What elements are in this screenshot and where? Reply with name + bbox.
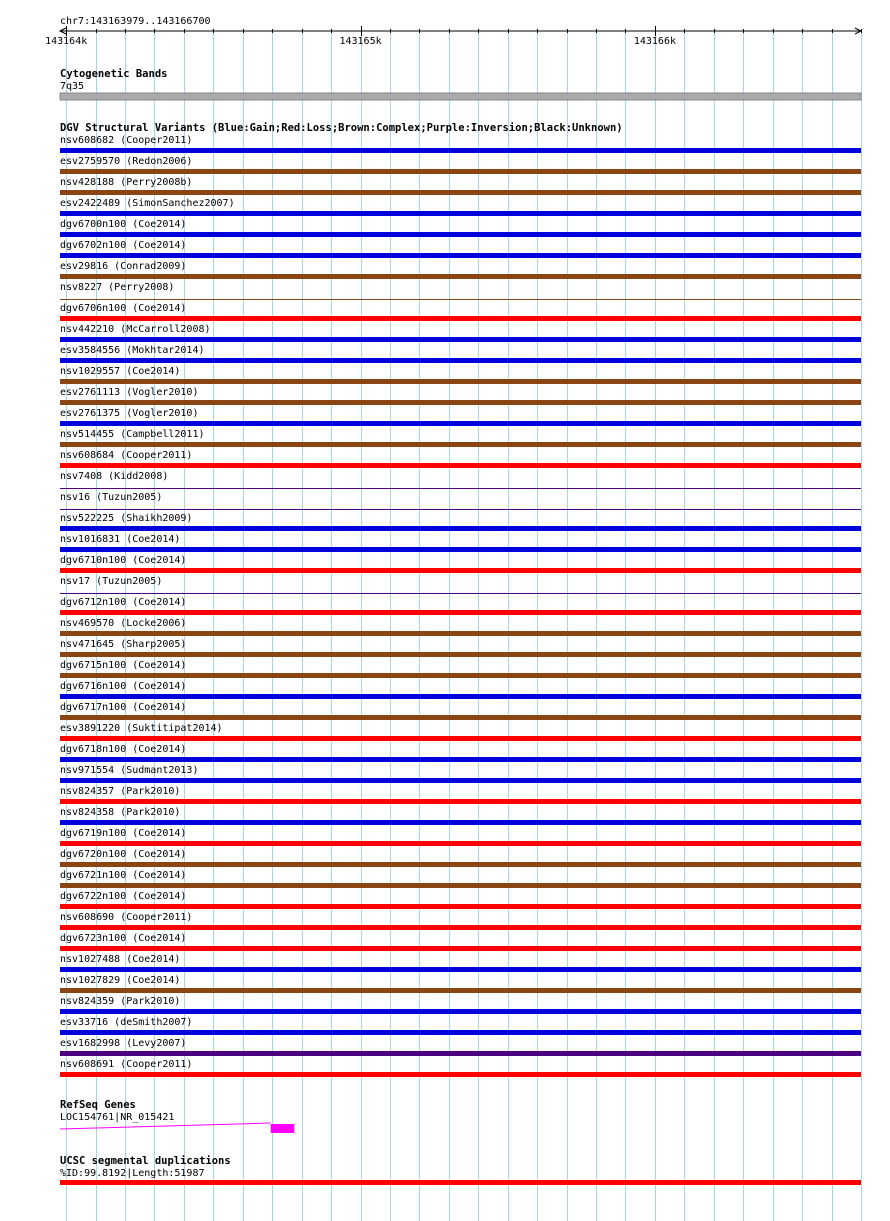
dgv-variant-row[interactable]: [60, 198, 861, 216]
dgv-variant-label: esv2761113 (Vogler2010): [60, 387, 199, 398]
dgv-variant-bar[interactable]: [60, 652, 861, 657]
dgv-variant-bar[interactable]: [60, 862, 861, 867]
dgv-variant-bar[interactable]: [60, 316, 861, 321]
dgv-variant-row[interactable]: [60, 135, 861, 153]
dgv-variant-row[interactable]: [60, 870, 861, 888]
dgv-variant-row[interactable]: [60, 1059, 861, 1077]
dgv-variant-row[interactable]: [60, 639, 861, 657]
dgv-variant-row[interactable]: [60, 954, 861, 972]
dgv-variant-row[interactable]: [60, 849, 861, 867]
dgv-variant-row[interactable]: [60, 933, 861, 951]
dgv-variant-label: dgv6723n100 (Coe2014): [60, 933, 187, 944]
dgv-variant-label: nsv1016831 (Coe2014): [60, 534, 181, 545]
dgv-variant-label: esv1682998 (Levy2007): [60, 1038, 187, 1049]
segdup-track: [60, 1155, 861, 1185]
dgv-variant-bar[interactable]: [60, 988, 861, 993]
dgv-variant-row[interactable]: [60, 366, 861, 384]
dgv-variant-label: nsv469570 (Locke2006): [60, 618, 187, 629]
dgv-variant-bar[interactable]: [60, 190, 861, 195]
dgv-variant-bar[interactable]: [60, 841, 861, 846]
dgv-variant-label: nsv608690 (Cooper2011): [60, 912, 193, 923]
dgv-variant-label: esv3891220 (Suktitipat2014): [60, 723, 223, 734]
dgv-variant-row[interactable]: [60, 702, 861, 720]
dgv-variant-bar[interactable]: [60, 1051, 861, 1056]
dgv-variant-label: nsv971554 (Sudmant2013): [60, 765, 199, 776]
cytoband-track: [60, 68, 861, 100]
dgv-variant-row[interactable]: [60, 513, 861, 531]
dgv-variant-label: dgv6702n100 (Coe2014): [60, 240, 187, 251]
cytoband-label: 7q35: [60, 81, 85, 92]
dgv-variant-label: nsv428188 (Perry2008b): [60, 177, 193, 188]
ruler: [45, 16, 861, 47]
dgv-variant-bar[interactable]: [60, 967, 861, 972]
dgv-variant-row[interactable]: [60, 618, 861, 636]
dgv-variant-label: nsv17 (Tuzun2005): [60, 576, 163, 587]
dgv-variant-bar[interactable]: [60, 799, 861, 804]
dgv-variant-bar[interactable]: [60, 883, 861, 888]
dgv-variant-bar[interactable]: [60, 526, 861, 531]
dgv-variant-label: esv2422489 (SimonSanchez2007): [60, 198, 235, 209]
dgv-variant-bar[interactable]: [60, 253, 861, 258]
dgv-variant-bar[interactable]: [60, 946, 861, 951]
dgv-variant-bar[interactable]: [60, 757, 861, 762]
dgv-variant-label: nsv824357 (Park2010): [60, 786, 181, 797]
dgv-variant-row[interactable]: [60, 765, 861, 783]
gene-exon-block[interactable]: [271, 1124, 295, 1133]
dgv-variant-bar[interactable]: [60, 820, 861, 825]
dgv-variant-label: nsv1027829 (Coe2014): [60, 975, 181, 986]
dgv-variant-row[interactable]: [60, 303, 861, 321]
dgv-variant-label: dgv6710n100 (Coe2014): [60, 555, 187, 566]
dgv-variant-bar[interactable]: [60, 211, 861, 216]
dgv-variant-row[interactable]: [60, 786, 861, 804]
dgv-variant-bar[interactable]: [60, 509, 861, 510]
dgv-variant-label: dgv6715n100 (Coe2014): [60, 660, 187, 671]
ruler-tick-label: 143164k: [45, 36, 88, 47]
dgv-variant-row[interactable]: [60, 387, 861, 405]
dgv-variant-label: dgv6706n100 (Coe2014): [60, 303, 187, 314]
locus-label: chr7:143163979..143166700: [60, 16, 211, 27]
dgv-variant-row[interactable]: [60, 996, 861, 1014]
segdup-bar[interactable]: [60, 1180, 861, 1185]
dgv-variant-bar[interactable]: [60, 488, 861, 489]
dgv-variant-label: nsv8227 (Perry2008): [60, 282, 175, 293]
dgv-variant-bar[interactable]: [60, 442, 861, 447]
dgv-variant-bar[interactable]: [60, 274, 861, 279]
dgv-variant-label: dgv6717n100 (Coe2014): [60, 702, 187, 713]
dgv-variant-label: esv2759570 (Redon2006): [60, 156, 193, 167]
dgv-variant-row[interactable]: [60, 219, 861, 237]
dgv-variant-row[interactable]: [60, 807, 861, 825]
dgv-variant-label: nsv824359 (Park2010): [60, 996, 181, 1007]
dgv-variant-label: esv3584556 (Mokhtar2014): [60, 345, 205, 356]
dgv-variant-bar[interactable]: [60, 593, 861, 594]
dgv-variant-label: nsv1029557 (Coe2014): [60, 366, 181, 377]
dgv-variant-row[interactable]: [60, 576, 861, 594]
dgv-variant-bar[interactable]: [60, 694, 861, 699]
dgv-variant-bar[interactable]: [60, 463, 861, 468]
dgv-variant-label: nsv522225 (Shaikh2009): [60, 513, 193, 524]
dgv-variant-bar[interactable]: [60, 358, 861, 363]
dgv-variant-label: nsv608684 (Cooper2011): [60, 450, 193, 461]
dgv-variant-row[interactable]: [60, 324, 861, 342]
dgv-variant-row[interactable]: [60, 429, 861, 447]
gene-intron-line[interactable]: [60, 1123, 271, 1129]
dgv-variant-bar[interactable]: [60, 904, 861, 909]
dgv-variant-label: nsv824358 (Park2010): [60, 807, 181, 818]
dgv-variant-label: nsv16 (Tuzun2005): [60, 492, 163, 503]
dgv-variant-bar[interactable]: [60, 1009, 861, 1014]
dgv-variant-label: nsv608691 (Cooper2011): [60, 1059, 193, 1070]
ruler-tick-label: 143165k: [339, 36, 382, 47]
dgv-variant-row[interactable]: [60, 408, 861, 426]
dgv-variant-bar[interactable]: [60, 925, 861, 930]
segdup-track-title: UCSC segmental duplications: [60, 1155, 231, 1167]
dgv-variant-row[interactable]: [60, 660, 861, 678]
dgv-variant-row[interactable]: [60, 156, 861, 174]
dgv-variant-row[interactable]: [60, 450, 861, 468]
dgv-variant-label: nsv608682 (Cooper2011): [60, 135, 193, 146]
dgv-variant-bar[interactable]: [60, 1072, 861, 1077]
dgv-variant-label: nsv471645 (Sharp2005): [60, 639, 187, 650]
dgv-variant-bar[interactable]: [60, 337, 861, 342]
dgv-variant-row[interactable]: [60, 828, 861, 846]
dgv-variant-label: esv33716 (deSmith2007): [60, 1017, 193, 1028]
dgv-variant-row[interactable]: [60, 345, 861, 363]
dgv-variant-row[interactable]: [60, 261, 861, 279]
ruler-tick-label: 143166k: [633, 36, 677, 47]
dgv-variant-bar[interactable]: [60, 736, 861, 741]
segdup-label: %ID:99.8192|Length:51987: [60, 1168, 205, 1179]
dgv-variant-rows: [60, 135, 861, 1077]
dgv-variant-row[interactable]: [60, 492, 861, 510]
dgv-variant-bar[interactable]: [60, 631, 861, 636]
dgv-variant-bar[interactable]: [60, 673, 861, 678]
dgv-variant-label: dgv6722n100 (Coe2014): [60, 891, 187, 902]
dgv-variant-label: dgv6719n100 (Coe2014): [60, 828, 187, 839]
dgv-variant-label: nsv7408 (Kidd2008): [60, 471, 169, 482]
refseq-track-title: RefSeq Genes: [60, 1099, 136, 1111]
dgv-variant-row[interactable]: [60, 723, 861, 741]
dgv-variant-bar[interactable]: [60, 400, 861, 405]
gene-label: LOC154761|NR_015421: [60, 1112, 175, 1123]
dgv-variant-row[interactable]: [60, 912, 861, 930]
dgv-variant-label: esv29816 (Conrad2009): [60, 261, 187, 272]
dgv-variant-row[interactable]: [60, 534, 861, 552]
dgv-variant-label: dgv6721n100 (Coe2014): [60, 870, 187, 881]
dgv-variant-label: dgv6718n100 (Coe2014): [60, 744, 187, 755]
dgv-variant-row[interactable]: [60, 744, 861, 762]
dgv-variant-bar[interactable]: [60, 379, 861, 384]
dgv-variant-bar[interactable]: [60, 421, 861, 426]
dgv-variant-bar[interactable]: [60, 169, 861, 174]
refseq-track: [60, 1099, 294, 1133]
dgv-variant-bar[interactable]: [60, 715, 861, 720]
cytoband-bar[interactable]: [60, 93, 861, 100]
dgv-variant-label: esv2761375 (Vogler2010): [60, 408, 199, 419]
dgv-variant-row[interactable]: [60, 891, 861, 909]
dgv-variant-row[interactable]: [60, 1038, 861, 1056]
dgv-variant-label: nsv514455 (Campbell2011): [60, 429, 205, 440]
dgv-variant-row[interactable]: [60, 177, 861, 195]
dgv-variant-row[interactable]: [60, 471, 861, 489]
ruler-ticks: [45, 26, 861, 47]
dgv-variant-bar[interactable]: [60, 547, 861, 552]
dgv-variant-label: dgv6700n100 (Coe2014): [60, 219, 187, 230]
dgv-variant-row[interactable]: [60, 282, 861, 300]
dgv-variant-row[interactable]: [60, 240, 861, 258]
dgv-variant-label: dgv6720n100 (Coe2014): [60, 849, 187, 860]
dgv-variant-row[interactable]: [60, 975, 861, 993]
cytoband-track-title: Cytogenetic Bands: [60, 68, 168, 80]
dgv-variant-label: nsv1027488 (Coe2014): [60, 954, 181, 965]
dgv-variant-bar[interactable]: [60, 1030, 861, 1035]
dgv-variant-label: nsv442210 (McCarroll2008): [60, 324, 211, 335]
dgv-variant-label: dgv6712n100 (Coe2014): [60, 597, 187, 608]
dgv-variant-label: dgv6716n100 (Coe2014): [60, 681, 187, 692]
dgv-variant-bar[interactable]: [60, 610, 861, 615]
dgv-variant-bar[interactable]: [60, 778, 861, 783]
dgv-variant-row[interactable]: [60, 1017, 861, 1035]
dgv-variant-row[interactable]: [60, 555, 861, 573]
dgv-track: [60, 122, 861, 1077]
dgv-variant-bar[interactable]: [60, 568, 861, 573]
dgv-variant-row[interactable]: [60, 681, 861, 699]
dgv-track-title: DGV Structural Variants (Blue:Gain;Red:Loss;Brown:Complex;Purple:Inversion;Black:Unknown): [60, 122, 623, 134]
dgv-variant-bar[interactable]: [60, 299, 861, 300]
dgv-variant-bar[interactable]: [60, 232, 861, 237]
dgv-variant-bar[interactable]: [60, 148, 861, 153]
dgv-variant-row[interactable]: [60, 597, 861, 615]
